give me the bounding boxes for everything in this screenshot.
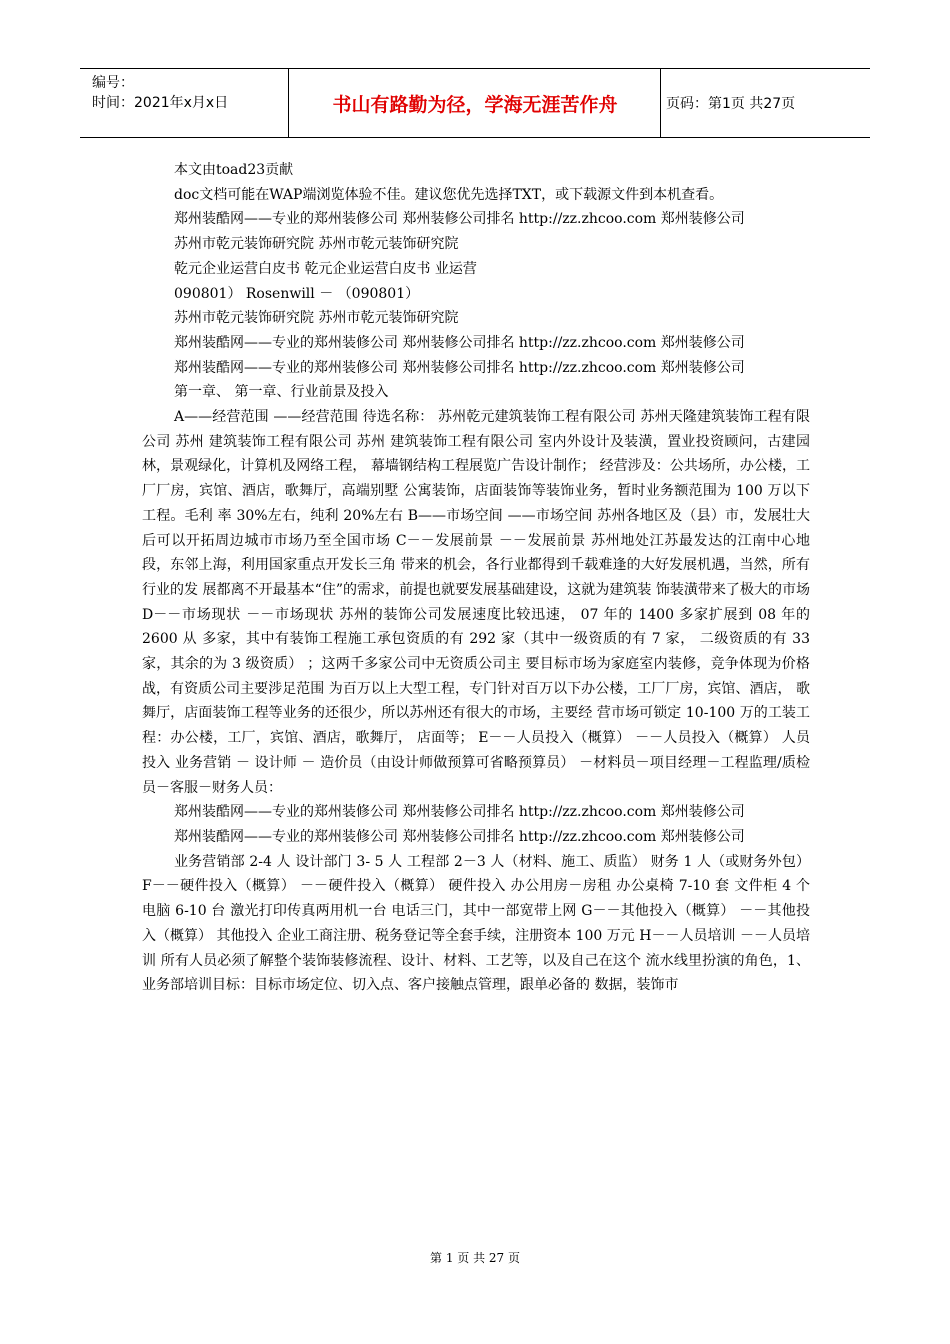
paragraph: 郑州装酷网——专业的郑州装修公司 郑州装修公司排名 http://zz.zhcoo.com 郑州装修公司 — [174, 211, 745, 228]
header-divider — [660, 69, 661, 137]
page-header — [80, 68, 870, 138]
paragraph: 郑州装酷网——专业的郑州装修公司 郑州装修公司排名 http://zz.zhcoo.com 郑州装修公司 — [174, 828, 745, 845]
paragraph: 郑州装酷网——专业的郑州装修公司 郑州装修公司排名 http://zz.zhcoo.com 郑州装修公司 — [174, 359, 745, 376]
chapter-heading: 第一章、 第一章、行业前景及投入 — [174, 384, 389, 401]
paragraph: 郑州装酷网——专业的郑州装修公司 郑州装修公司排名 http://zz.zhcoo.com 郑州装修公司 — [174, 804, 745, 821]
header-motto: 书山有路勤为径，学海无涯苦作舟 — [332, 93, 618, 116]
paragraph: 苏州市乾元装饰研究院 苏州市乾元装饰研究院 — [174, 310, 459, 327]
header-page-info: 页码：第1页 共27页 — [666, 96, 796, 112]
document-number-label: 编号： — [92, 75, 134, 91]
paragraph: doc文档可能在WAP端浏览体验不佳。建议您优先选择TXT，或下载源文件到本机查看。 — [174, 186, 724, 203]
paragraph: 090801） Rosenwill － （090801） — [174, 285, 420, 302]
paragraph: A——经营范围 ——经营范围 待选名称： 苏州乾元建筑装饰工程有限公司 苏州天隆建筑装饰工程有限公司 苏州 建筑装饰工程有限公司 苏州 建筑装饰工程有限公司 室内外设计及装潢，置业投资顾问，古建园林，景观绿化，计算机及网络工程， 幕墙钢结构工程展览广告设计制作； 经营涉及：公共场所，办公楼，工厂厂房，宾馆、酒店，歌舞厅，高端别墅 公寓装饰，店面装饰等装饰业务，暂时业务额范围为 100 万以下工程。毛利 率 30%左右，纯利 20%左右 B——市场空间 ——市场空间 苏州各地区及（县）市，发展壮大后可以开拓周边城市市场乃至全国市场 C－－发展前景 －－发展前景 苏州地处江苏最发达的江南中心地段，东邻上海，利用国家重点开发长三角 带来的机会，各行业都得到千载难逢的大好发展机遇，当然，所有行业的发 展都离不开最基本“住”的需求，前提也就要发展基础建设，这就为建筑装 饰装潢带来了极大的市场 D－－市场现状 －－市场现状 苏州的装饰公司发展速度比较迅速， 07 年的 1400 多家扩展到 08 年的 2600 从 多家，其中有装饰工程施工承包资质的有 292 家（其中一级资质的有 7 家， 二级资质的有 33 家，其余的为 3 级资质） ；这两千多家公司中无资质公司主 要目标市场为家庭室内装修，竞争体现为价格战，有资质公司主要涉足范围 为百万以上大型工程，专门针对百万以下办公楼，工厂厂房，宾馆、酒店， 歌舞厅，店面装饰工程等业务的还很少，所以苏州还有很大的市场，主要经 营市场可锁定 10-100 万的工装工程：办公楼，工厂，宾馆、酒店，歌舞厅， 店面等； E－－人员投入（概算） －－人员投入（概算） 人员投入 业务营销 － 设计师 － 造价员（由设计师做预算可省略预算员） －材料员－项目经理－工程监理/质检员－客服－财务人员： — [142, 409, 810, 796]
paragraph: 苏州市乾元装饰研究院 苏州市乾元装饰研究院 — [174, 236, 459, 253]
paragraph: 本文由toad23贡献 — [174, 162, 294, 178]
document-body — [142, 158, 810, 998]
page-footer: 第 1 页 共 27 页 — [430, 1251, 520, 1265]
paragraph: 郑州装酷网——专业的郑州装修公司 郑州装修公司排名 http://zz.zhcoo.com 郑州装修公司 — [174, 334, 745, 351]
paragraph: 业务营销部 2-4 人 设计部门 3- 5 人 工程部 2－3 人（材料、施工、质监） 财务 1 人（或财务外包） F－－硬件投入（概算） －－硬件投入（概算） 硬件投入 办公用房－房租 办公桌椅 7-10 套 文件柜 4 个 电脑 6-10 台 激光打印传真两用机一台 电话三门，其中一部宽带上网 G－－其他投入（概算） －－其他投入（概算） 其他投入 企业工商注册、税务登记等全套手续，注册资本 100 万元 H－－人员培训 －－人员培训 所有人员必须了解整个装饰装修流程、设计、材料、工艺等，以及自己在这个 流水线里扮演的角色，1、业务部培训目标：目标市场定位、切入点、客户接触点管理，跟单必备的 数据，装饰市 — [142, 853, 810, 994]
document-time-label: 时间：2021年x月x日 — [92, 95, 229, 111]
paragraph: 乾元企业运营白皮书 乾元企业运营白皮书 业运营 — [174, 260, 477, 277]
header-divider — [288, 69, 289, 137]
header-meta — [92, 73, 282, 113]
